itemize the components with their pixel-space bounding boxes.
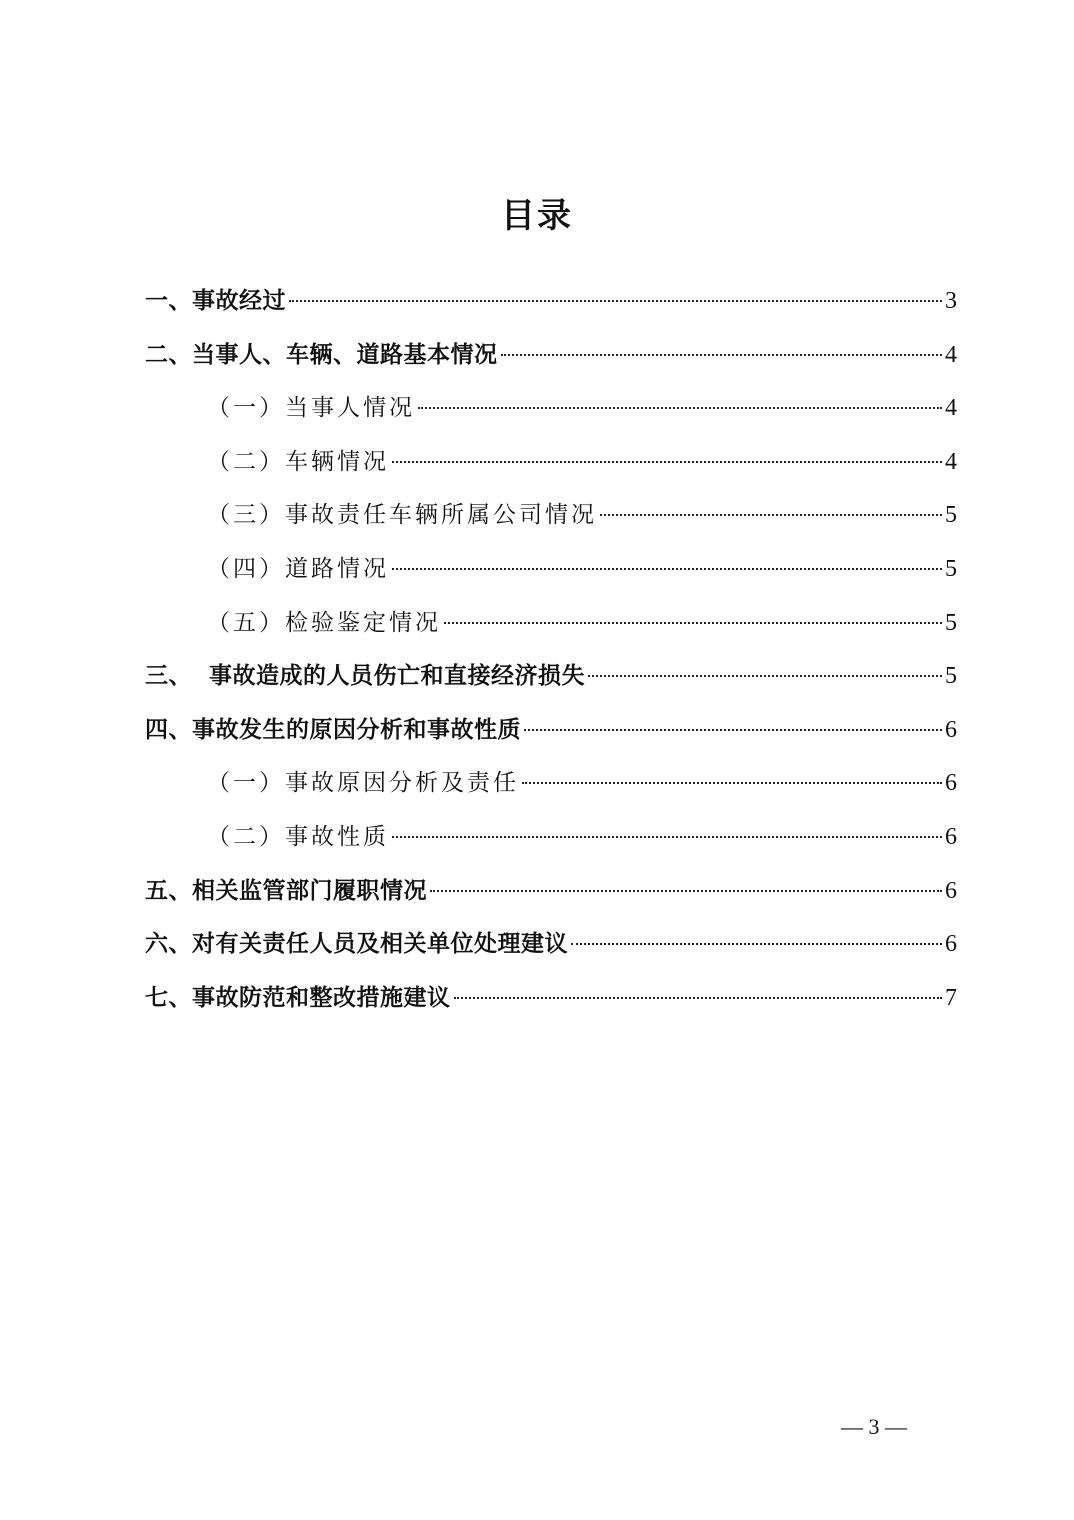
page-number-footer: — 3 — xyxy=(841,1414,907,1439)
toc-entry-label: 七、事故防范和整改措施建议 xyxy=(145,984,451,1011)
toc-entry[interactable] xyxy=(145,335,957,389)
toc-entry-label: （五）检验鉴定情况 xyxy=(207,609,441,636)
toc-entry-label: 一、事故经过 xyxy=(145,288,286,314)
toc-entry[interactable] xyxy=(145,978,957,1032)
toc-dot-leader xyxy=(571,943,942,945)
toc-title: 目录 xyxy=(501,196,573,236)
toc-entry-label: 二、当事人、车辆、道路基本情况 xyxy=(145,341,498,368)
toc-subentry[interactable] xyxy=(145,442,957,496)
toc-dot-leader xyxy=(522,782,942,784)
toc-entry[interactable] xyxy=(145,924,957,978)
toc-entry-label: 四、事故发生的原因分析和事故性质 xyxy=(145,716,521,743)
toc-dot-leader xyxy=(418,407,942,409)
toc-entry-label: 五、相关监管部门履职情况 xyxy=(145,877,427,904)
toc-entry[interactable] xyxy=(145,281,957,335)
toc-subentry[interactable] xyxy=(145,817,957,871)
toc-page-number: 5 xyxy=(945,502,957,529)
toc-subentry[interactable] xyxy=(145,495,957,549)
toc-dot-leader xyxy=(588,675,942,677)
toc-entry-label: （一）事故原因分析及责任 xyxy=(207,770,519,797)
toc-entry[interactable] xyxy=(145,710,957,764)
toc-page-number: 7 xyxy=(945,984,957,1011)
toc-page-number: 5 xyxy=(945,609,957,636)
toc-subentry[interactable] xyxy=(145,763,957,817)
toc-page-number: 4 xyxy=(945,395,957,422)
toc-page-number: 6 xyxy=(945,931,957,958)
toc-entry-label: 六、对有关责任人员及相关单位处理建议 xyxy=(145,931,568,958)
toc-subentry[interactable] xyxy=(145,549,957,603)
toc-dot-leader xyxy=(289,300,942,302)
toc-entry-label: （二）事故性质 xyxy=(207,823,389,850)
toc-dot-leader xyxy=(444,622,942,624)
toc-dot-leader xyxy=(501,354,943,356)
toc-dot-leader xyxy=(392,836,942,838)
toc-page-number: 5 xyxy=(945,555,957,582)
toc-entry-label: （一）当事人情况 xyxy=(207,395,415,422)
toc-subentry[interactable] xyxy=(145,603,957,657)
toc-page-number: 6 xyxy=(945,770,957,797)
toc-page-number: 3 xyxy=(945,288,957,314)
toc-page-number: 4 xyxy=(945,341,957,368)
toc-subentry[interactable] xyxy=(145,388,957,442)
toc-entry[interactable] xyxy=(145,656,957,710)
toc-entry-label: （三）事故责任车辆所属公司情况 xyxy=(207,502,597,529)
toc-dot-leader xyxy=(600,514,942,516)
toc-page-number: 6 xyxy=(945,716,957,743)
toc-entry[interactable] xyxy=(145,871,957,925)
table-of-contents xyxy=(145,281,957,1031)
toc-dot-leader xyxy=(392,461,942,463)
toc-entry-label: （四）道路情况 xyxy=(207,555,389,582)
toc-dot-leader xyxy=(430,890,942,892)
toc-dot-leader xyxy=(524,729,942,731)
toc-entry-label: 三、 事故造成的人员伤亡和直接经济损失 xyxy=(145,663,586,690)
toc-entry-label: （二）车辆情况 xyxy=(207,448,389,475)
toc-page-number: 5 xyxy=(945,663,957,690)
toc-page-number: 6 xyxy=(945,823,957,850)
toc-dot-leader xyxy=(392,568,942,570)
toc-page-number: 4 xyxy=(945,448,957,475)
toc-dot-leader xyxy=(454,997,943,999)
toc-page-number: 6 xyxy=(945,877,957,904)
